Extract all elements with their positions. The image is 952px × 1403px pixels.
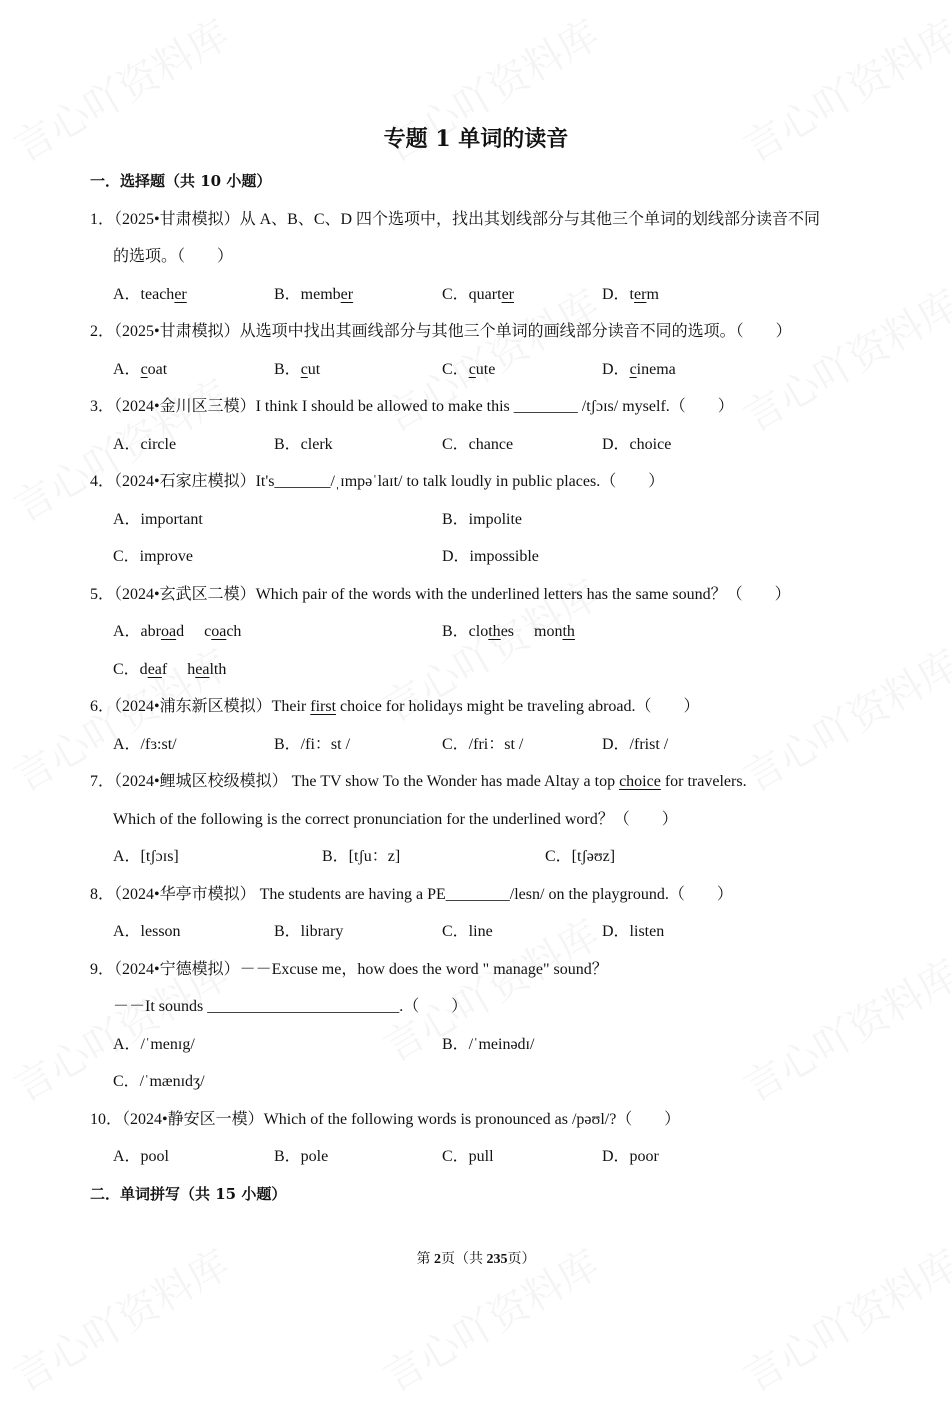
answer-option [602, 426, 671, 464]
text-segment: D． [602, 360, 630, 378]
text-segment: 6．（2024•浦东新区模拟）Their [90, 698, 311, 715]
answer-option [274, 426, 333, 464]
question-stem [90, 463, 880, 501]
underlined-text: ea [147, 660, 162, 678]
option-row [90, 1026, 880, 1064]
answer-option [113, 426, 176, 464]
text-segment: 3．（2024•金川区三模）I think I should be allowed to make this ________ /tʃɔɪs/ myself.（ ） [90, 398, 734, 415]
text-segment: C．/fri：st / [442, 735, 524, 753]
answer-option [442, 501, 522, 539]
text-segment: A．/fɜ:st/ [113, 735, 177, 753]
underlined-text: er [340, 285, 354, 303]
question [90, 463, 880, 576]
text-segment: B．pole [274, 1148, 329, 1165]
underlined-text: th [488, 623, 501, 640]
underlined-text: choice [619, 773, 661, 790]
text-segment: B．memb [274, 285, 341, 303]
answer-option [113, 651, 226, 689]
question [90, 576, 880, 689]
underlined-text: c [468, 360, 476, 378]
section-heading: 一．选择题（共 10 小题） [90, 172, 272, 190]
question-list [90, 201, 880, 1176]
text-segment: D．t [602, 285, 635, 303]
page-footer [0, 1248, 952, 1268]
answer-option [602, 1138, 659, 1176]
underlined-text: oa [161, 623, 177, 640]
answer-option [322, 838, 400, 876]
underlined-text: c [140, 360, 148, 378]
text-segment: lth [209, 660, 227, 678]
text-segment: D．poor [602, 1148, 659, 1165]
text-segment: A．[tʃɔɪs] [113, 848, 179, 865]
answer-option [113, 1063, 205, 1101]
text-segment: 10．（2024•静安区一模）Which of the following words is pronounced as /pəʊl/?（ ） [90, 1110, 681, 1128]
answer-option [113, 276, 187, 314]
option-row [90, 501, 880, 539]
answer-option [274, 913, 343, 951]
text-segment: C． [442, 360, 469, 378]
text-segment: B．/ˈmeinədɪ/ [442, 1035, 535, 1053]
question-stem [90, 876, 880, 914]
answer-option [113, 501, 203, 539]
answer-option [442, 1138, 494, 1176]
answer-option [442, 351, 495, 389]
answer-option [274, 276, 353, 314]
text-segment: D．choice [602, 435, 672, 453]
text-segment: C．line [442, 923, 493, 940]
footer-text: 页） [507, 1252, 536, 1267]
underlined-text: oa [211, 623, 227, 640]
underlined-text: c [629, 360, 637, 378]
question-stem [90, 763, 880, 801]
question [90, 313, 880, 388]
option-row [90, 1138, 880, 1176]
answer-option [113, 726, 177, 764]
question-stem [90, 688, 880, 726]
answer-option [442, 726, 523, 764]
answer-option [602, 913, 664, 951]
text-segment: D．listen [602, 923, 665, 940]
question-stem [90, 1101, 880, 1139]
underlined-text: th [562, 623, 575, 640]
text-segment: choice for holidays might be traveling abroad.（ ） [336, 698, 700, 715]
question-stem [90, 988, 880, 1026]
question [90, 688, 880, 763]
page-number: 2 [434, 1252, 441, 1267]
text-segment: A．teach [113, 285, 175, 303]
text-segment: ch [226, 623, 242, 640]
underlined-text: c [300, 360, 308, 378]
text-segment: 8．（2024•华亭市模拟） The students are having a PE________/lesn/ on the playground.（ ） [90, 885, 733, 903]
text-segment: 4．（2024•石家庄模拟）It's_______/ˌɪmpəˈlaɪt/ to talk loudly in public places.（ ） [90, 473, 665, 490]
answer-option [442, 426, 513, 464]
text-segment: C．/ˈmænɪdʒ/ [113, 1073, 205, 1090]
answer-option [545, 838, 615, 876]
answer-option [274, 351, 320, 389]
option-row [90, 276, 880, 314]
question-stem [90, 201, 880, 239]
text-segment: 的选项。（ ） [113, 248, 234, 265]
text-segment: A． [113, 360, 141, 378]
answer-option [113, 538, 193, 576]
text-segment: m [646, 285, 659, 303]
text-segment: B．[tʃu：z] [322, 848, 401, 865]
answer-option [113, 838, 179, 876]
text-segment: B．clerk [274, 435, 333, 453]
document-body [90, 163, 880, 1213]
option-row [90, 726, 880, 764]
text-segment: for travelers. [660, 773, 747, 790]
question [90, 763, 880, 876]
answer-option [442, 1026, 534, 1064]
question-stem [90, 801, 880, 839]
text-segment: A．important [113, 510, 203, 528]
text-segment: B．impolite [442, 510, 523, 528]
underlined-text: er [174, 285, 187, 303]
option-row [90, 838, 880, 876]
text-segment: A．/ˈmenɪg/ [113, 1035, 195, 1053]
text-segment: 9．（2024•宁德模拟）－－Excuse me，how does the word " manage" sound？ [90, 960, 608, 978]
footer-text: 第 [416, 1252, 434, 1267]
text-segment: f h [161, 660, 196, 678]
answer-option [442, 276, 514, 314]
answer-option [113, 351, 167, 389]
footer-text: 页（共 [441, 1252, 487, 1267]
answer-option [602, 351, 676, 389]
answer-option [602, 276, 659, 314]
question-stem [90, 388, 880, 426]
text-segment: C．improve [113, 548, 193, 565]
text-segment: A．circle [113, 435, 177, 453]
text-segment: 2．（2025•甘肃模拟）从选项中找出其画线部分与其他三个单词的画线部分读音不同的选项。（ ） [90, 323, 792, 340]
question [90, 951, 880, 1101]
question-stem [90, 313, 880, 351]
underlined-text: er [634, 285, 647, 303]
question [90, 1101, 880, 1176]
text-segment: inema [636, 360, 676, 378]
text-segment: B． [274, 360, 301, 378]
text-segment: D．impossible [442, 548, 539, 565]
answer-option [113, 1026, 195, 1064]
option-row [90, 913, 880, 951]
underlined-text: first [310, 698, 337, 715]
question-stem [90, 951, 880, 989]
page-title: 专题 1 单词的读音 [383, 126, 569, 152]
question [90, 876, 880, 951]
text-segment: d c [176, 623, 212, 640]
answer-option [274, 726, 350, 764]
text-segment: A．pool [113, 1148, 170, 1165]
text-segment: es mon [500, 623, 563, 640]
text-segment: 7．（2024•鲤城区校级模拟） The TV show To the Wonder has made Altay a top [90, 773, 620, 790]
option-row [90, 426, 880, 464]
text-segment: D．/frist / [602, 735, 669, 753]
option-row [90, 538, 880, 576]
question-stem [90, 238, 880, 276]
text-segment: C．quart [442, 285, 502, 303]
text-segment: B．library [274, 923, 344, 940]
text-segment: C．d [113, 660, 148, 678]
text-segment: B．/fi：st / [274, 735, 351, 753]
text-segment: 5．（2024•玄武区二模）Which pair of the words with the underlined letters has the same sound？（ ） [90, 585, 791, 603]
option-row [90, 351, 880, 389]
text-segment: ut [307, 360, 321, 378]
answer-option [602, 726, 668, 764]
question [90, 201, 880, 314]
underlined-text: ea [195, 660, 210, 678]
text-segment: C．pull [442, 1148, 494, 1165]
text-segment: Which of the following is the correct pronunciation for the underlined word？（ ） [113, 810, 678, 828]
text-segment: C．chance [442, 435, 514, 453]
answer-option [113, 613, 241, 651]
answer-option [442, 538, 539, 576]
answer-option [113, 913, 181, 951]
option-row [90, 651, 880, 689]
answer-option [274, 1138, 328, 1176]
section-heading: 二．单词拼写（共 15 小题） [90, 1184, 287, 1203]
total-pages: 235 [486, 1252, 508, 1267]
answer-option [113, 1138, 169, 1176]
text-segment: oat [147, 360, 168, 378]
underlined-text: er [501, 285, 514, 303]
question [90, 388, 880, 463]
text-segment: B．clo [442, 623, 489, 640]
answer-option [442, 613, 575, 651]
answer-option [442, 913, 493, 951]
text-segment: －－It sounds ________________________.（ ） [113, 998, 468, 1015]
text-segment: A．lesson [113, 923, 181, 940]
option-row [90, 613, 880, 651]
question-stem [90, 576, 880, 614]
text-segment: 1．（2025•甘肃模拟）从 A、B、C、D 四个选项中，找出其划线部分与其他三个单词的划线部分读音不同 [90, 210, 821, 228]
option-row [90, 1063, 880, 1101]
text-segment: C．[tʃəʊz] [545, 848, 616, 865]
text-segment: ute [475, 360, 496, 378]
text-segment: A．abr [113, 623, 161, 640]
